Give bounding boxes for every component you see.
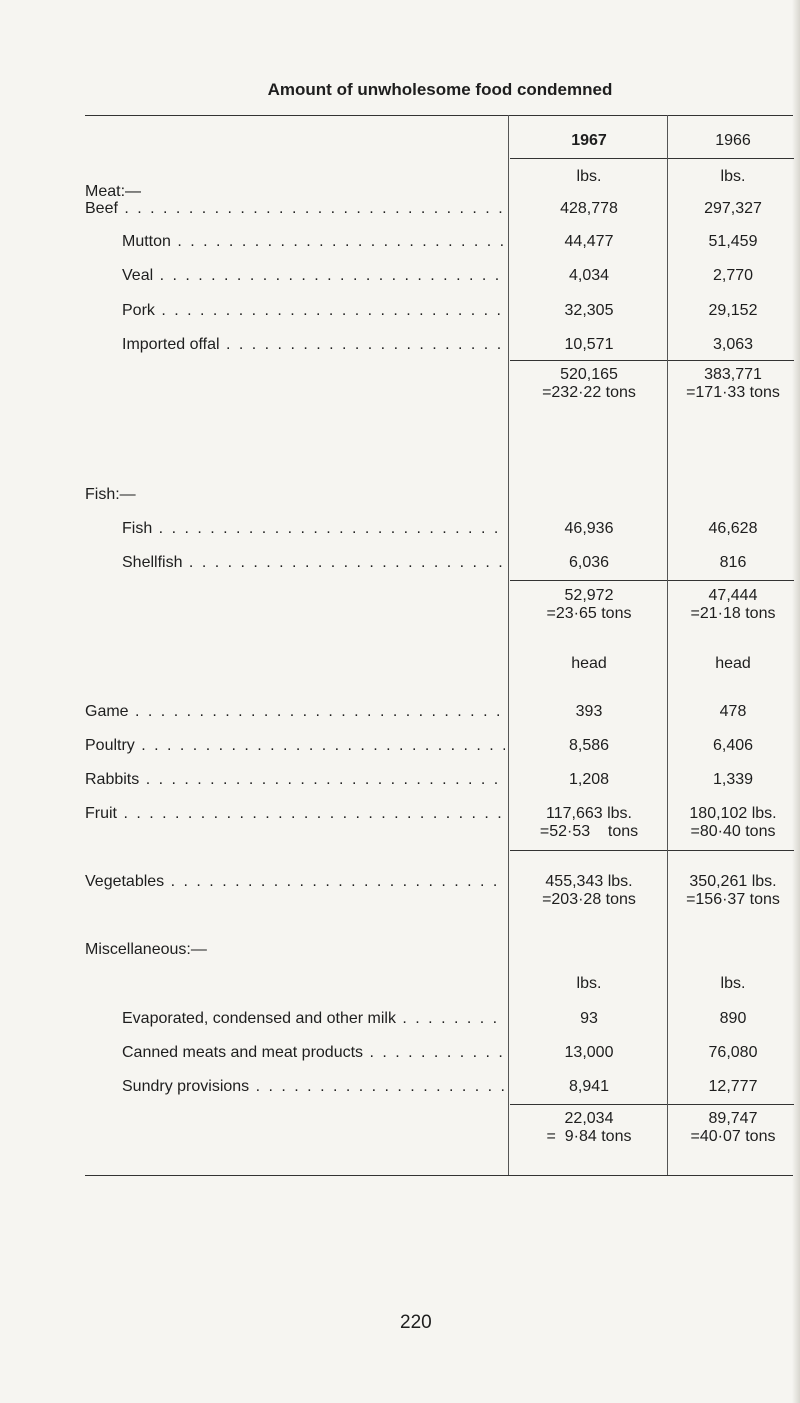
column-divider-left: [508, 115, 509, 1175]
value-1966: 29,152: [708, 302, 758, 319]
fruit-1967: [510, 805, 668, 841]
units-lbs: lbs.: [576, 168, 602, 185]
value-tons: =52·53 tons: [539, 823, 639, 840]
value-1967: 44,477: [564, 233, 614, 250]
section-heading-fish: Fish:—: [85, 486, 136, 503]
value-1966: 2,770: [712, 267, 754, 284]
value-1967: 8,586: [568, 737, 610, 754]
row-label-pork: Pork . . .: [122, 302, 505, 320]
total-lbs: 89,747: [708, 1110, 758, 1127]
total-tons: =40·07 tons: [690, 1128, 776, 1145]
total-lbs: 47,444: [708, 587, 758, 604]
vegetables-1967: [510, 873, 668, 909]
value-tons: =203·28 tons: [542, 891, 636, 908]
misc-total-rule: [510, 1104, 794, 1105]
units-lbs: lbs.: [576, 975, 602, 992]
value-1966: 76,080: [708, 1044, 758, 1061]
page-title: Amount of unwholesome food condemned: [267, 80, 613, 99]
row-label-fish: Fish . . .: [122, 520, 505, 538]
total-lbs: 22,034: [564, 1110, 614, 1127]
value-1966: 890: [719, 1010, 747, 1027]
units-lbs: lbs.: [720, 975, 746, 992]
total-tons: = 9·84 tons: [546, 1128, 632, 1145]
misc-total-1966: [668, 1110, 798, 1146]
value-1967: 8,941: [568, 1078, 610, 1095]
row-label-game: Game . . .: [85, 703, 505, 721]
total-lbs: 52,972: [564, 587, 614, 604]
section-heading-meat: Meat:—: [85, 183, 142, 200]
row-label-evaporated-milk: Evaporated, condensed and other milk . . .: [122, 1010, 505, 1028]
value-tons: =156·37 tons: [686, 891, 780, 908]
fruit-rule: [510, 850, 794, 851]
value-1967: 93: [580, 1010, 598, 1027]
value-1967: 10,571: [564, 336, 614, 353]
value-1967: 1,208: [568, 771, 610, 788]
row-label-rabbits: Rabbits . . .: [85, 771, 505, 789]
column-header-1967: 1967: [571, 132, 607, 149]
value-1967: 4,034: [568, 267, 610, 284]
value-1967: 13,000: [564, 1044, 614, 1061]
table-top-rule: [85, 115, 793, 116]
section-heading-miscellaneous: Miscellaneous:—: [85, 941, 207, 958]
total-tons: =23·65 tons: [546, 605, 632, 622]
row-label-poultry: Poultry . . .: [85, 737, 505, 755]
total-lbs: 520,165: [560, 366, 618, 383]
value-1966: 51,459: [708, 233, 758, 250]
row-label-fruit: Fruit . . .: [85, 805, 505, 823]
fish-total-1966: [668, 587, 798, 623]
fruit-1966: [668, 805, 798, 841]
misc-total-1967: [510, 1110, 668, 1146]
value-1966: 46,628: [708, 520, 758, 537]
value-1967: 46,936: [564, 520, 614, 537]
value-1967: 6,036: [568, 554, 610, 571]
value-1966: 1,339: [712, 771, 754, 788]
value-lbs: 350,261 lbs.: [689, 873, 777, 890]
total-lbs: 383,771: [704, 366, 762, 383]
meat-total-1966: [668, 366, 798, 402]
units-head: head: [571, 655, 607, 672]
value-1966: 3,063: [712, 336, 754, 353]
row-label-canned-meats: Canned meats and meat products . . .: [122, 1044, 505, 1062]
total-tons: =232·22 tons: [542, 384, 636, 401]
fish-total-1967: [510, 587, 668, 623]
value-1966: 6,406: [712, 737, 754, 754]
row-label-vegetables: Vegetables . . .: [85, 873, 505, 891]
value-1966: 478: [719, 703, 747, 720]
value-1967: 32,305: [564, 302, 614, 319]
value-1967: 428,778: [560, 200, 618, 217]
row-label-imported-offal: Imported offal . . .: [122, 336, 505, 354]
units-lbs: lbs.: [720, 168, 746, 185]
value-lbs: 180,102 lbs.: [689, 805, 777, 822]
header-rule: [510, 158, 794, 159]
fish-total-rule: [510, 580, 794, 581]
meat-total-rule: [510, 360, 794, 361]
value-lbs: 117,663 lbs.: [546, 805, 632, 822]
total-tons: =171·33 tons: [686, 384, 780, 401]
value-1966: 297,327: [704, 200, 762, 217]
row-label-veal: Veal . . .: [122, 267, 505, 285]
value-1967: 393: [575, 703, 603, 720]
table-bottom-rule: [85, 1175, 793, 1176]
value-1966: 12,777: [708, 1078, 758, 1095]
vegetables-1966: [668, 873, 798, 909]
column-header-1966: 1966: [715, 132, 751, 149]
total-tons: =21·18 tons: [690, 605, 776, 622]
value-1966: 816: [719, 554, 747, 571]
row-label-beef: Beef . . .: [85, 200, 505, 218]
units-head: head: [715, 655, 751, 672]
meat-total-1967: [510, 366, 668, 402]
value-tons: =80·40 tons: [690, 823, 776, 840]
value-lbs: 455,343 lbs.: [545, 873, 633, 890]
page-number: 220: [400, 1312, 432, 1333]
row-label-mutton: Mutton . . .: [122, 233, 505, 251]
row-label-shellfish: Shellfish . . .: [122, 554, 505, 572]
row-label-sundry-provisions: Sundry provisions . . .: [122, 1078, 505, 1096]
